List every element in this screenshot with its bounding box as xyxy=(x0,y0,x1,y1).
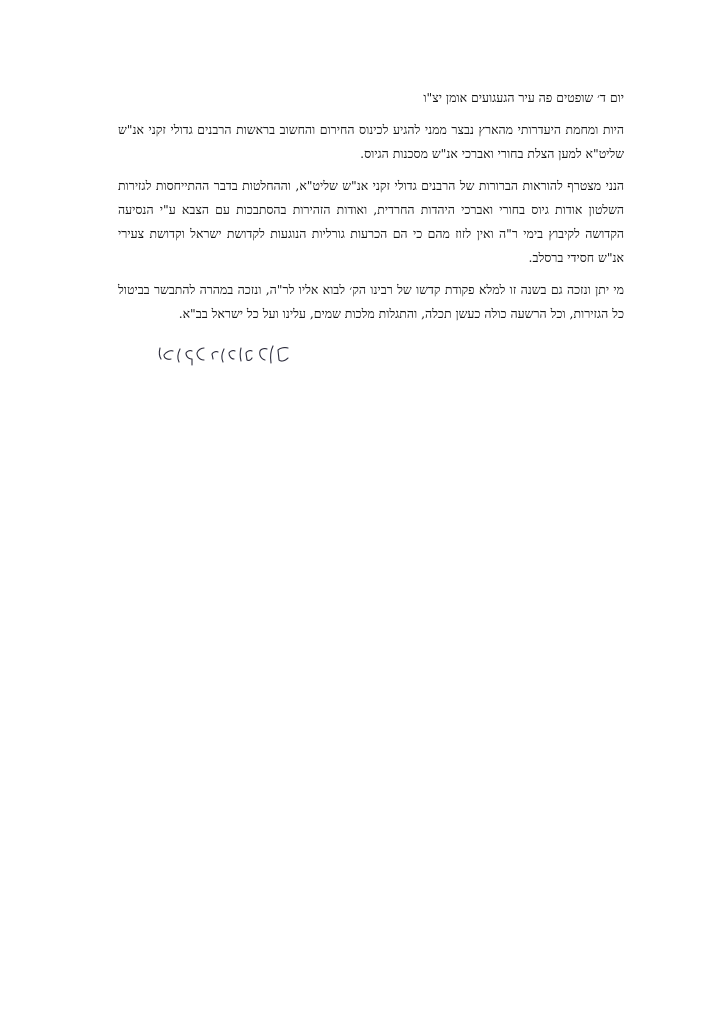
letter-date-line: יום ד׳ שופטים פה עיר הגעגועים אומן יצ"ו xyxy=(423,90,624,105)
handwritten-signature xyxy=(155,336,295,372)
letter-paragraph-2: הנני מצטרף להוראות הברורות של הרבנים גדולי זקני אנ"ש שליט"א, וההחלטות בדבר ההתייחסות לגזירות השלטון אודות גיוס בחורי ואברכי היהדות החרדית, ואודות הזהירות בהסתבכות עם הצבא ע"י הנסיעה הקדושה לקיבוץ בימי ר"ה ואין לזוז מהם כי הם הכרעות גורליות הנוגעות לקדושת ישראל וקדושת צעירי אנ"ש חסידי ברסלב. xyxy=(118,178,624,265)
letter-paragraph-1: היות ומחמת היעדרותי מהארץ נבצר ממני להגיע לכינוס החירום והחשוב בראשות הרבנים גדולי זקני אנ"ש שליט"א למען הצלת בחורי ואברכי אנ"ש מסכנות הגיוס. xyxy=(118,122,624,161)
letter-paragraph-3: מי יתן ונזכה גם בשנה זו למלא פקודת קדשו של רבינו הק׳ לבוא אליו לר"ה, ונזכה במהרה להתבשר בביטול כל הגזירות, וכל הרשעה כולה כעשן תכלה, והתגלות מלכות שמים, עלינו ועל כל ישראל בב"א. xyxy=(118,282,624,321)
letter-body xyxy=(118,86,624,334)
